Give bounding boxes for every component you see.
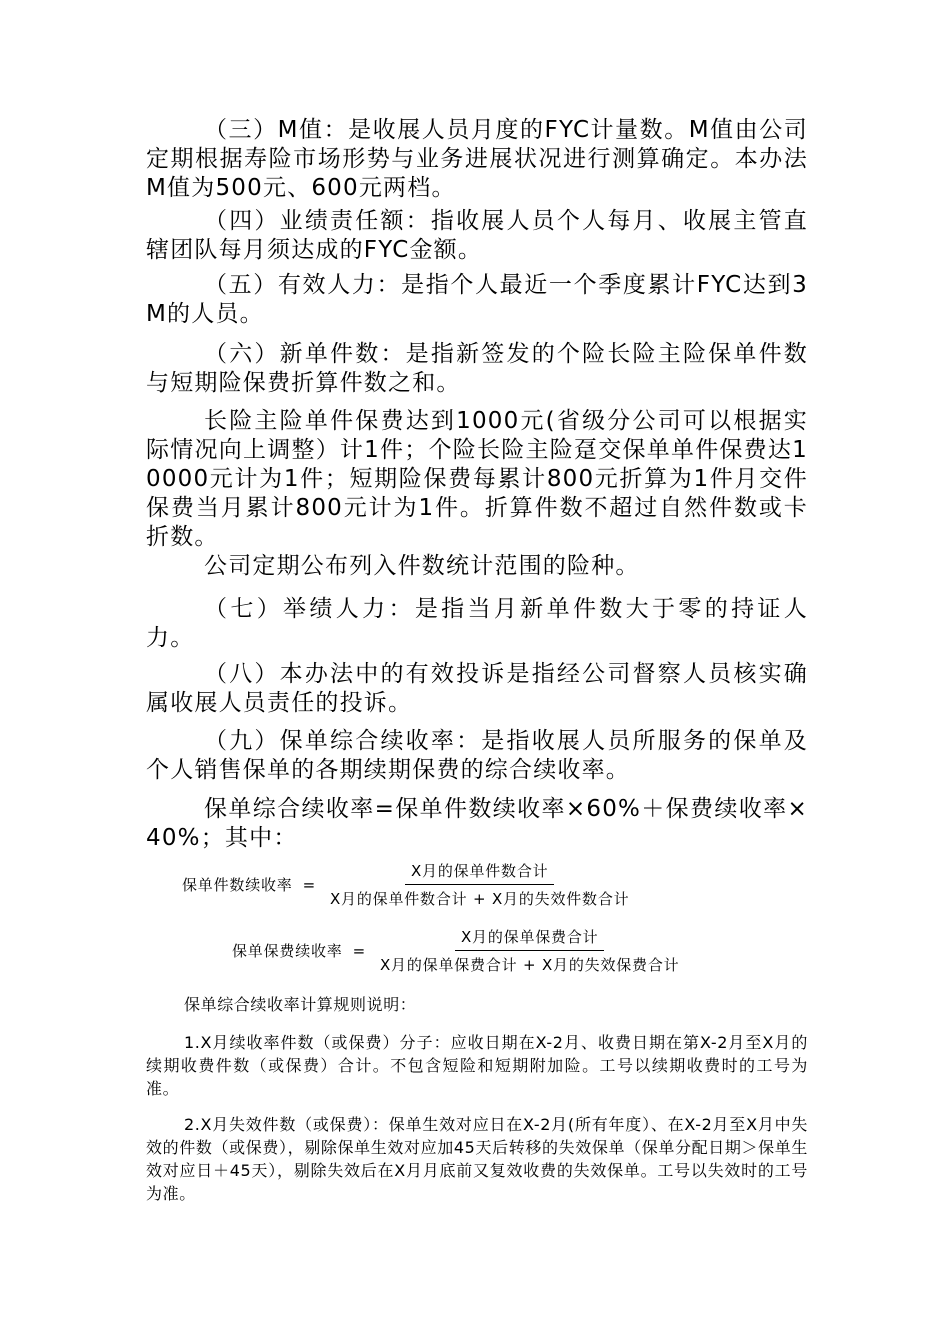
formula-policy-count-rate <box>182 860 635 909</box>
rule-item-1: 1.X月续收率件数（或保费）分子：应收日期在X-2月、收费日期在第X-2月至X月的续期收费件数（或保费）合计。不包含短险和短期附加险。工号以续期收费时的工号为准。 <box>146 1033 808 1098</box>
paragraph-renewal-rate: （九）保单综合续收率：是指收展人员所服务的保单及个人销售保单的各期续期保费的综合续收率。 <box>146 728 808 783</box>
formula-equals: = <box>352 941 366 960</box>
rule-item-2: 2.X月失效件数（或保费）：保单生效对应日在X-2月(所有年度）、在X-2月至X月中失效的件数（或保费），剔除保单生效对应加45天后转移的失效保单（保单分配日期＞保单生效对应日＋45天），剔除失效后在X月月底前又复效收费的失效保单。工号以失效时的工号为准。 <box>146 1115 808 1203</box>
formula-numerator: X月的保单件数合计 <box>405 860 554 885</box>
formula-equals: = <box>302 875 316 894</box>
formula-lhs: 保单件数续收率 <box>182 876 293 894</box>
paragraph-policy-count-rules: 长险主险单件保费达到1000元(省级分公司可以根据实际情况向上调整）计1件；个险长险主险趸交保单单件保费达10000元计为1件；短期险保费每累计800元折算为1件月交件保费当月累计800元计为1件。折算件数不超过自然件数或卡折数。 <box>146 408 808 550</box>
paragraph-performance-quota: （四）业绩责任额：指收展人员个人每月、收展主管直辖团队每月须达成的FYC金额。 <box>146 208 808 263</box>
rules-title: 保单综合续收率计算规则说明： <box>184 995 417 1014</box>
formula-denominator: X月的保单保费合计 + X月的失效保费合计 <box>379 956 680 974</box>
formula-numerator: X月的保单保费合计 <box>455 926 604 951</box>
paragraph-new-policy-count: （六）新单件数：是指新签发的个险长险主险保单件数与短期险保费折算件数之和。 <box>146 341 808 396</box>
paragraph-product-scope: 公司定期公布列入件数统计范围的险种。 <box>204 553 640 579</box>
paragraph-valid-complaint: （八）本办法中的有效投诉是指经公司督察人员核实确属收展人员责任的投诉。 <box>146 661 808 716</box>
formula-fraction <box>324 860 635 909</box>
formula-lhs: 保单保费续收率 <box>232 942 343 960</box>
paragraph-m-value: （三）M值：是收展人员月度的FYC计量数。M值由公司定期根据寿险市场形势与业务进展状况进行测算确定。本办法M值为500元、600元两档。 <box>146 117 808 201</box>
formula-denominator: X月的保单件数合计 + X月的失效件数合计 <box>329 890 630 908</box>
formula-fraction <box>374 926 685 975</box>
paragraph-renewal-formula: 保单综合续收率=保单件数续收率×60%＋保费续收率×40%；其中： <box>146 796 808 851</box>
paragraph-active-manpower: （七）举绩人力：是指当月新单件数大于零的持证人力。 <box>146 596 808 651</box>
formula-premium-rate <box>232 926 685 975</box>
paragraph-effective-manpower: （五）有效人力：是指个人最近一个季度累计FYC达到3M的人员。 <box>146 272 808 327</box>
